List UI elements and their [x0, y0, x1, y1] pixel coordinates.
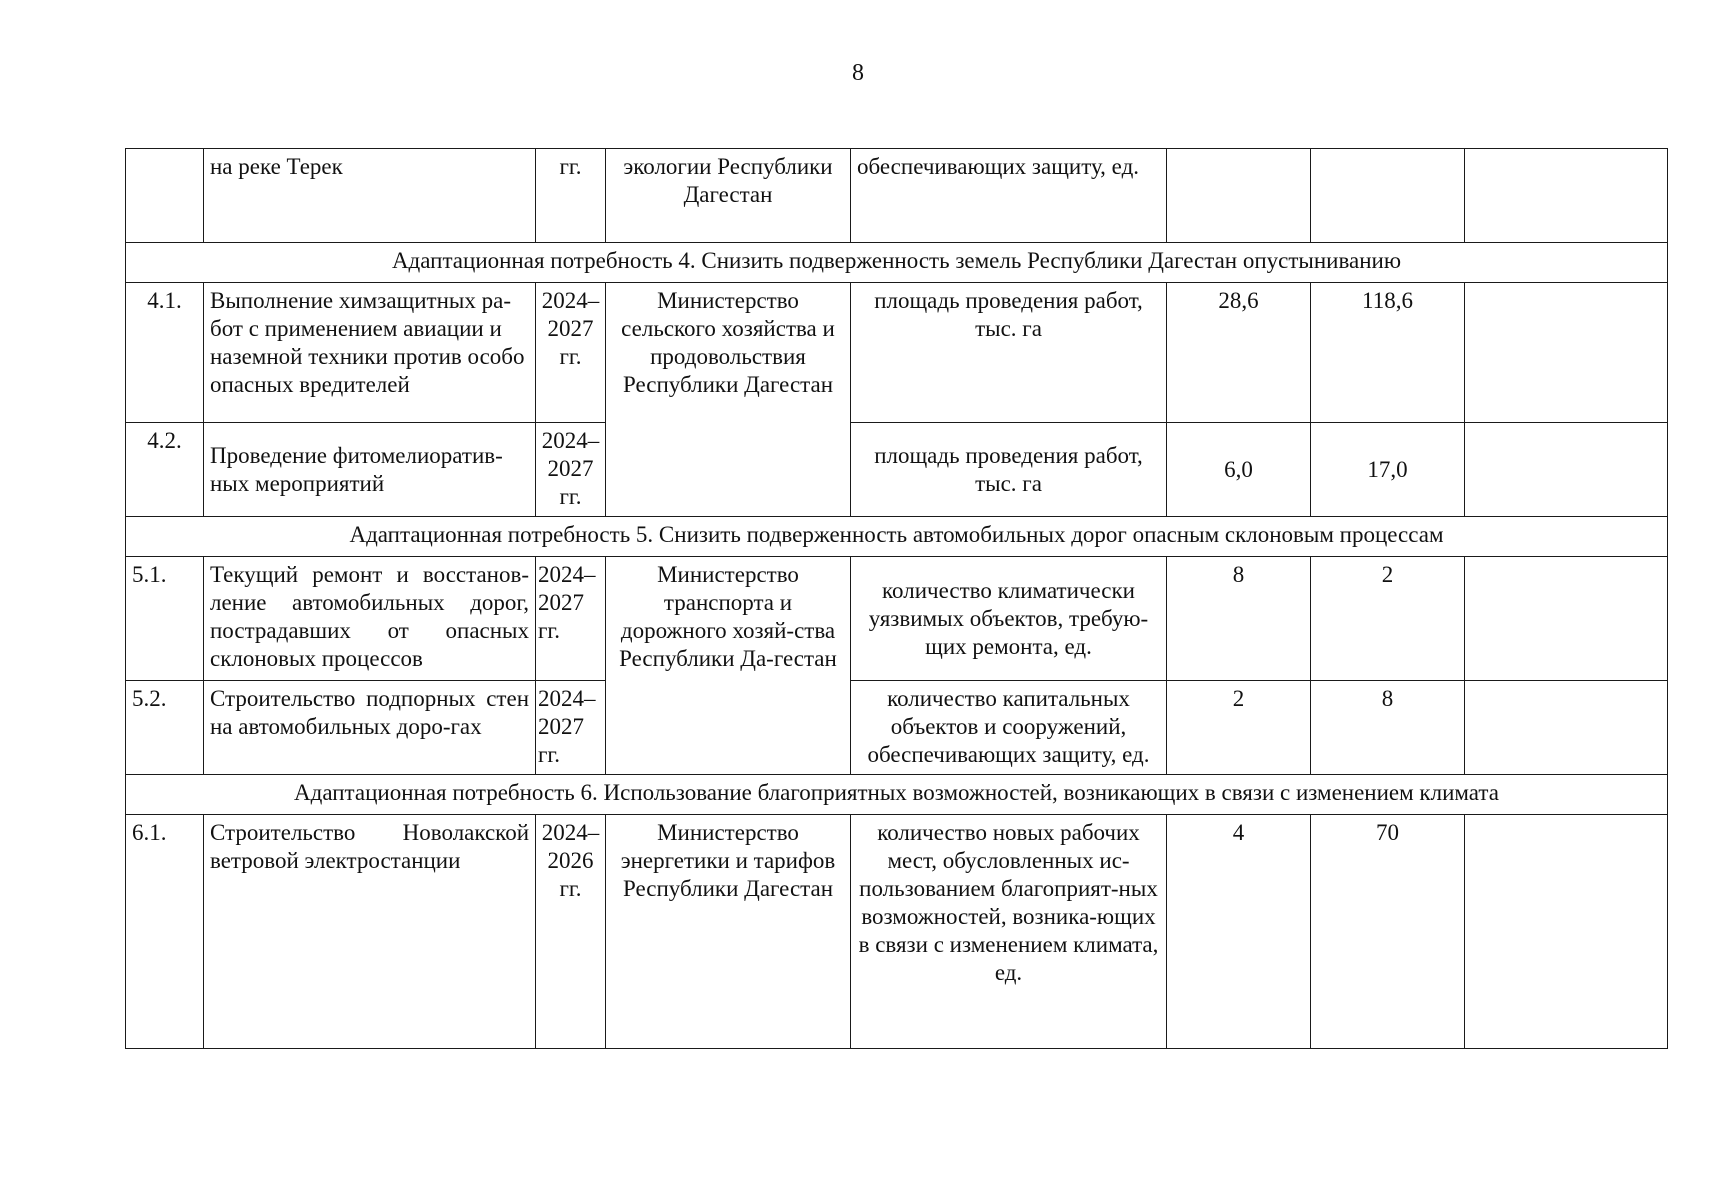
- period: 2024–2027 гг.: [536, 557, 606, 681]
- value-2: 118,6: [1311, 283, 1465, 423]
- row-number: 4.2.: [126, 423, 204, 517]
- section-title: Адаптационная потребность 5. Снизить подверженность автомобильных дорог опасным склоновым процессам: [126, 517, 1668, 557]
- value-2: 70: [1311, 815, 1465, 1049]
- table-row: [126, 681, 1668, 775]
- table-row: [126, 423, 1668, 517]
- section-title: Адаптационная потребность 4. Снизить подверженность земель Республики Дагестан опустыниванию: [126, 243, 1668, 283]
- value-2: 2: [1311, 557, 1465, 681]
- value-2: 8: [1311, 681, 1465, 775]
- indicator: площадь проведения работ, тыс. га: [851, 283, 1167, 423]
- measure-name: Строительство подпорных стен на автомобильных доро-гах: [204, 681, 536, 775]
- table-row: [126, 283, 1668, 423]
- section-header-row: [126, 243, 1668, 283]
- row-number: 5.1.: [126, 557, 204, 681]
- section-header-row: [126, 775, 1668, 815]
- value-1: 6,0: [1167, 423, 1311, 517]
- note: [1465, 681, 1668, 775]
- measure-name: на реке Терек: [204, 149, 536, 243]
- row-number: [126, 149, 204, 243]
- value-1: [1167, 149, 1311, 243]
- period: 2024–2026 гг.: [536, 815, 606, 1049]
- measure-name: Текущий ремонт и восстанов-ление автомобильных дорог, пострадавших от опасных склоновых процессов: [204, 557, 536, 681]
- note: [1465, 557, 1668, 681]
- section-title: Адаптационная потребность 6. Использование благоприятных возможностей, возникающих в связи с изменением климата: [126, 775, 1668, 815]
- value-1: 4: [1167, 815, 1311, 1049]
- table-row: [126, 149, 1668, 243]
- table-row: [126, 815, 1668, 1049]
- period: 2024–2027 гг.: [536, 681, 606, 775]
- page-number: 8: [852, 60, 864, 86]
- measure-name: Проведение фитомелиоратив-ных мероприятий: [204, 423, 536, 517]
- executor: Министерство сельского хозяйства и продовольствия Республики Дагестан: [606, 283, 851, 517]
- value-1: 8: [1167, 557, 1311, 681]
- indicator: количество новых рабочих мест, обусловленных ис-пользованием благоприят-ных возможностей, возника-ющих в связи с изменением климата, ед.: [851, 815, 1167, 1049]
- indicator: количество капитальных объектов и сооружений, обеспечивающих защиту, ед.: [851, 681, 1167, 775]
- section-header-row: [126, 517, 1668, 557]
- measures-table: [125, 148, 1668, 1049]
- measure-name: Выполнение химзащитных ра-бот с применением авиации и наземной техники против особо опасных вредителей: [204, 283, 536, 423]
- measure-name: Строительство Новолакской ветровой электростанции: [204, 815, 536, 1049]
- executor: Министерство транспорта и дорожного хозяй-ства Республики Да-гестан: [606, 557, 851, 775]
- indicator: обеспечивающих защиту, ед.: [851, 149, 1167, 243]
- period: гг.: [536, 149, 606, 243]
- row-number: 4.1.: [126, 283, 204, 423]
- note: [1465, 815, 1668, 1049]
- value-1: 2: [1167, 681, 1311, 775]
- executor: Министерство энергетики и тарифов Республики Дагестан: [606, 815, 851, 1049]
- note: [1465, 149, 1668, 243]
- note: [1465, 423, 1668, 517]
- period: 2024–2027 гг.: [536, 423, 606, 517]
- note: [1465, 283, 1668, 423]
- indicator: площадь проведения работ, тыс. га: [851, 423, 1167, 517]
- value-2: 17,0: [1311, 423, 1465, 517]
- table-row: [126, 557, 1668, 681]
- row-number: 6.1.: [126, 815, 204, 1049]
- indicator: количество климатически уязвимых объектов, требую-щих ремонта, ед.: [851, 557, 1167, 681]
- value-2: [1311, 149, 1465, 243]
- period: 2024–2027 гг.: [536, 283, 606, 423]
- value-1: 28,6: [1167, 283, 1311, 423]
- row-number: 5.2.: [126, 681, 204, 775]
- executor: экологии Республики Дагестан: [606, 149, 851, 243]
